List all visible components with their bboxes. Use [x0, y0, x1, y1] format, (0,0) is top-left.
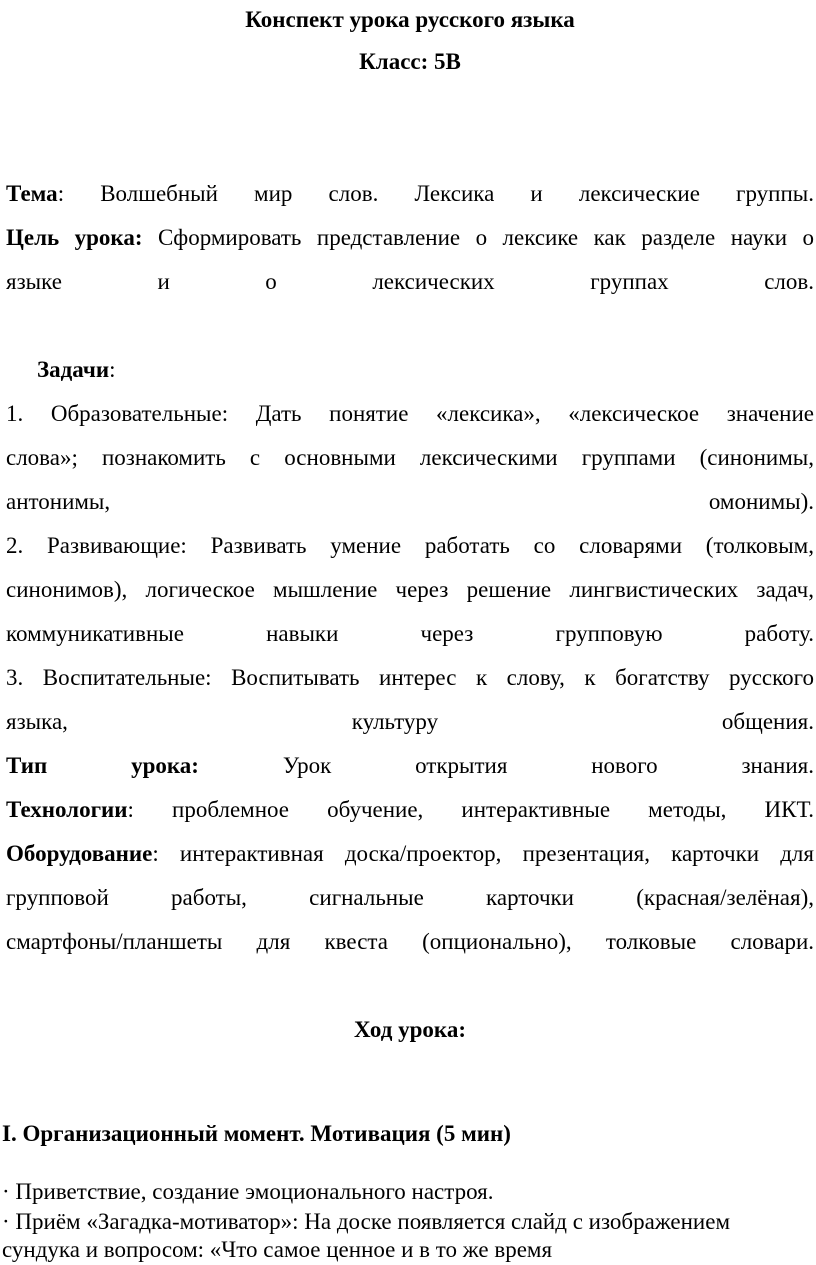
goal-line-2: языке и о лексических группах слов.	[6, 269, 814, 294]
topic-text: Волшебный мир слов. Лексика и лексические группы.	[100, 181, 815, 206]
grade: Класс: 5В	[359, 49, 461, 74]
technologies-value: проблемное обучение, интерактивные методы, ИКТ.	[172, 797, 814, 822]
goal-label: Цель урока:	[6, 225, 143, 250]
task2-line-3: коммуникативные навыки через групповую работу.	[6, 621, 814, 646]
equipment-text-1: интерактивная доска/проектор, презентация, карточки для	[179, 841, 814, 866]
task1-line-2: слова»; познакомить с основными лексическими группами (синонимы,	[6, 445, 814, 470]
task1-line-1: 1. Образовательные: Дать понятие «лексика», «лексическое значение	[6, 401, 814, 426]
course-heading: Ход урока:	[354, 1017, 466, 1042]
tasks-heading: Задачи:	[37, 357, 116, 382]
lesson-type-line	[6, 752, 814, 780]
topic-line: Тема: Волшебный мир слов. Лексика и лексические группы.	[6, 181, 815, 206]
technologies-label: Технологии	[6, 797, 128, 822]
equipment-label: Оборудование	[6, 841, 153, 866]
goal-text-1: Сформировать представление о лексике как разделе науки о	[157, 225, 814, 250]
goal-line-1	[6, 224, 814, 252]
section1-bullet-1: · Приветствие, создание эмоционального настроя.	[2, 1179, 494, 1204]
document-title: Конспект урока русского языка	[245, 7, 575, 32]
technologies-line: Технологии: проблемное обучение, интерактивные методы, ИКТ.	[6, 797, 814, 822]
topic-label: Тема	[6, 181, 58, 206]
equipment-line-2: групповой работы, сигнальные карточки (красная/зелёная),	[6, 885, 814, 910]
equipment-line-3: смартфоны/планшеты для квеста (опционально), толковые словари.	[6, 929, 814, 954]
section1-bullet-2-cont: сундука и вопросом: «Что самое ценное и в то же время	[2, 1237, 553, 1262]
task2-line-1: 2. Развивающие: Развивать умение работать со словарями (толковым,	[6, 533, 814, 558]
lesson-type-label: Тип урока:	[6, 753, 199, 778]
section1-bullet-2: · Приём «Загадка-мотиватор»: На доске появляется слайд с изображением	[2, 1209, 730, 1234]
task3-line-2: языка, культуру общения.	[6, 709, 814, 734]
tasks-label: Задачи	[37, 357, 110, 382]
task3-line-1: 3. Воспитательные: Воспитывать интерес к слову, к богатству русского	[6, 665, 814, 690]
equipment-line-1: Оборудование: интерактивная доска/проектор, презентация, карточки для	[6, 841, 814, 866]
task1-line-3: антонимы, омонимы).	[6, 489, 814, 514]
lesson-type-value: Урок открытия нового знания.	[282, 753, 814, 778]
section1-heading: I. Организационный момент. Мотивация (5 мин)	[2, 1121, 511, 1146]
task2-line-2: синонимов), логическое мышление через решение лингвистических задач,	[6, 577, 814, 602]
